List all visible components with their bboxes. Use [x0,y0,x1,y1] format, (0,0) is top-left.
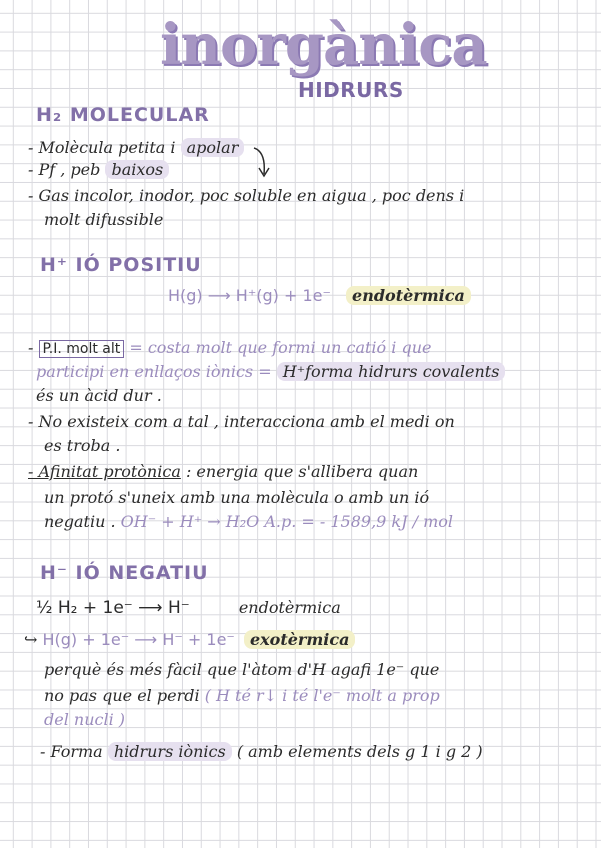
curved-arrow-icon: ↪ [24,630,38,649]
equation: H(g) + 1e⁻ ⟶ H⁻ + 1e⁻ [42,630,235,649]
note-text: - Pf , peb [28,160,101,179]
note-text: - Molècula petita i [28,138,176,157]
note-line [28,462,418,481]
underlined-term: - Afinitat protònica [28,462,181,481]
equation-line [24,630,355,649]
note-text: participi en enllaços iònics = [36,362,272,381]
equation: H(g) ⟶ H⁺(g) + 1e⁻ [168,286,331,305]
note-line [44,686,440,705]
curved-arrow-icon [252,146,276,180]
note-text: : energia que s'allibera quan [185,462,419,481]
dash: - [28,338,34,357]
note-line: - No existeix com a tal , interacciona amb el medi on [28,412,455,431]
page-title: inorgànica [160,12,487,78]
note-line [40,742,483,761]
note-line: molt difussible [44,210,164,229]
section-heading-h-plus: H⁺ IÓ POSITIU [40,254,202,276]
note-line [28,338,431,357]
note-line: del nucli ) [44,710,126,729]
note-line [28,160,169,179]
section-heading-h2: H₂ MOLECULAR [36,104,210,126]
highlight-exotermica: exotèrmica [244,630,356,649]
note-text: = costa molt que formi un catió i que [129,338,432,357]
note-text: endotèrmica [238,598,341,617]
boxed-term: P.I. molt alt [39,340,125,358]
note-line [36,362,505,381]
equation-line [168,286,471,305]
note-line: es troba . [44,436,121,455]
note-line [28,138,244,157]
equation: OH⁻ + H⁺ → H₂O A.p. = - 1589,9 kJ / mol [120,512,454,531]
note-text: ( H té r↓ i té l'e⁻ molt a prop [204,686,440,705]
note-text: ( amb elements dels g 1 i g 2 ) [236,742,483,761]
note-line: un protó s'uneix amb una molècula o amb un ió [44,488,430,507]
note-line: perquè és més fàcil que l'àtom d'H agafi 1e⁻ que [44,660,440,679]
section-heading-h-minus: H⁻ IÓ NEGATIU [40,562,209,584]
equation-line [36,598,341,618]
note-text: - Forma [40,742,103,761]
note-text: negatiu . [44,512,116,531]
note-line: és un àcid dur . [36,386,162,405]
highlight-covalents: H⁺forma hidrurs covalents [277,362,506,381]
highlight-baixos: baixos [105,160,169,179]
equation: ½ H₂ + 1e⁻ ⟶ H⁻ [36,598,190,618]
note-text: no pas que el perdi [44,686,200,705]
note-line: - Gas incolor, inodor, poc soluble en aigua , poc dens i [28,186,465,205]
highlight-apolar: apolar [181,138,245,157]
highlight-endotermica: endotèrmica [346,286,471,305]
note-line [44,512,453,531]
highlight-hidrurs-ionics: hidrurs iònics [108,742,232,761]
page-subtitle: HIDRURS [298,78,404,102]
